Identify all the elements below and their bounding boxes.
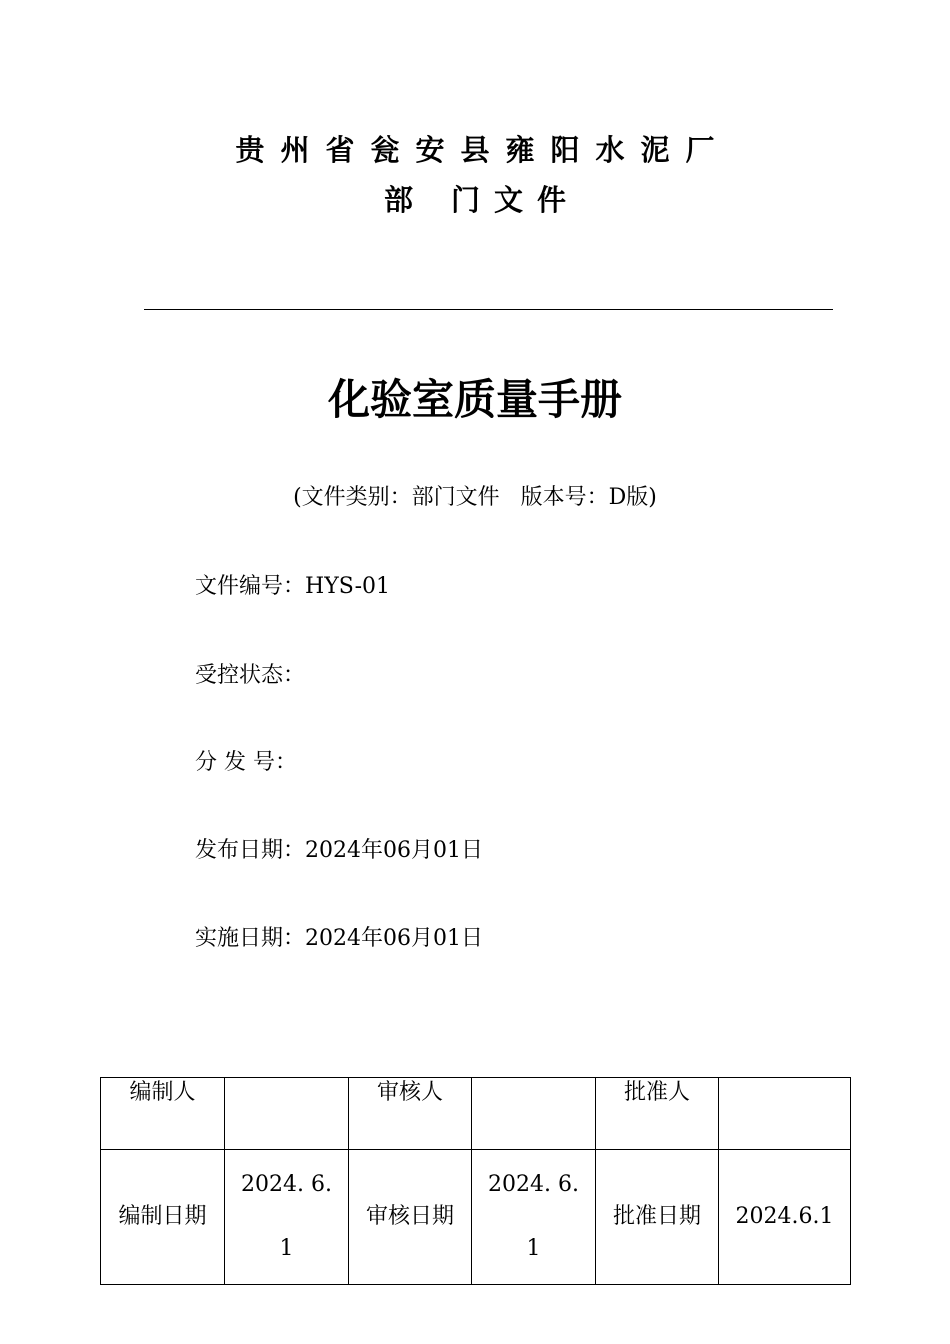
document-category: 部 门文件 [383,183,581,217]
field-document-number [195,571,390,603]
field-distribution-number [195,747,297,779]
signoff-table [100,1077,851,1285]
review-date-value: 2024. 6. 1 [472,1150,596,1285]
field-label: 实施日期： [195,926,306,951]
compile-date-value: 2024. 6. 1 [225,1150,349,1285]
field-release-date [195,835,483,867]
header-divider [144,309,833,310]
approve-date-value: 2024.6.1 [719,1150,851,1285]
reviewer-value [472,1078,596,1150]
approve-date-label: 批准日期 [596,1150,719,1285]
field-label: 分 发 号： [195,750,297,775]
field-value: 2024年06月01日 [305,926,483,951]
compiler-value [225,1078,349,1150]
field-label: 发布日期： [195,838,306,863]
organization-name: 贵州省瓮安县雍阳水泥厂 [235,133,731,167]
document-title: 化验室质量手册 [327,375,622,424]
compile-date-label: 编制日期 [101,1150,225,1285]
field-value: 2024年06月01日 [305,838,483,863]
table-row [101,1150,851,1285]
approver-value [719,1078,851,1150]
reviewer-label: 审核人 [349,1078,472,1150]
approver-label: 批准人 [596,1078,719,1150]
field-label: 受控状态： [195,663,306,688]
field-label: 文件编号： [195,574,306,599]
field-control-status [195,660,305,692]
field-value: HYS-01 [305,574,391,599]
compiler-label: 编制人 [101,1078,225,1150]
table-row [101,1078,851,1150]
review-date-label: 审核日期 [349,1150,472,1285]
field-effective-date [195,923,483,955]
document-subtitle: (文件类别：部门文件 版本号：D版) [293,485,657,510]
